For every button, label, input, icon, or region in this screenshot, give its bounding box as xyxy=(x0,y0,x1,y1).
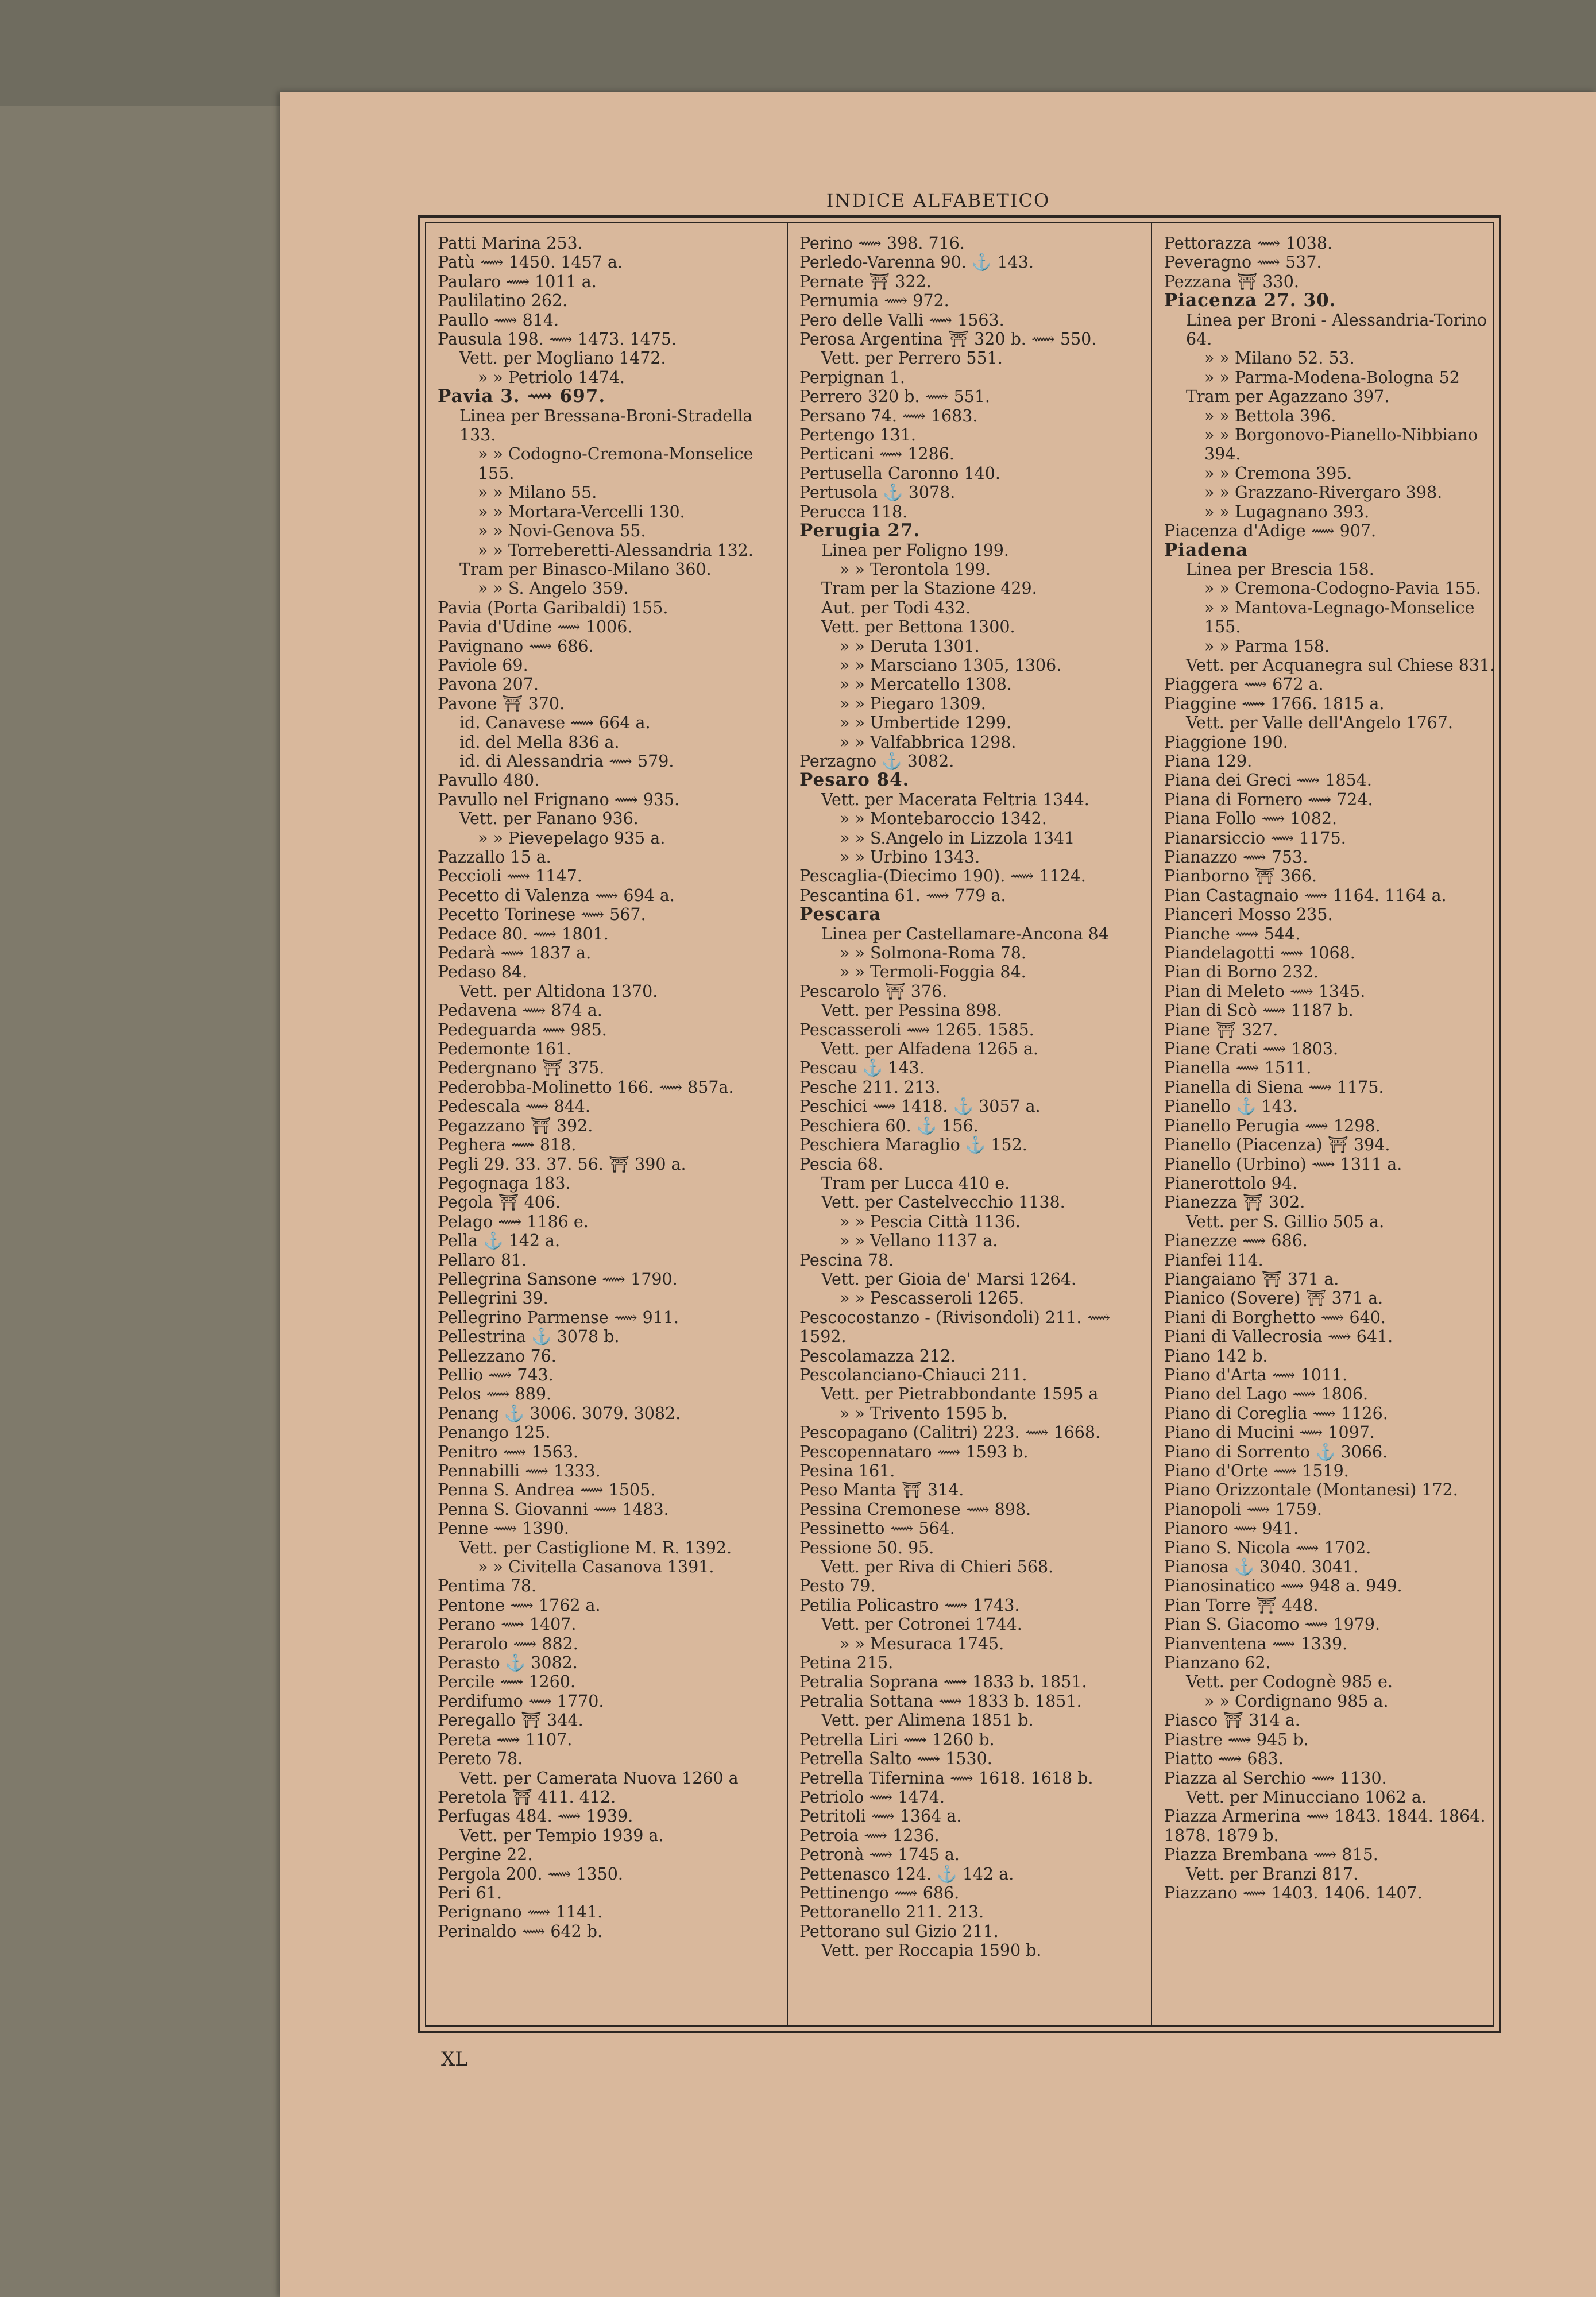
index-entry: Piacenza 27. 30. xyxy=(1164,290,1336,311)
index-entry: Pescopagano (Calitri) 223. ⟿ 1668. xyxy=(799,1423,1101,1443)
column-divider xyxy=(1151,223,1152,2025)
index-entry: Pergola 200. ⟿ 1350. xyxy=(438,1864,623,1884)
index-entry: Penang ⚓ 3006. 3079. 3082. xyxy=(438,1403,681,1423)
index-entry: » » Solmona-Roma 78. xyxy=(840,943,1026,963)
index-entry: Pegli 29. 33. 37. 56. ⛩ 390 a. xyxy=(438,1154,686,1174)
index-entry: Piano del Lago ⟿ 1806. xyxy=(1164,1385,1369,1404)
index-entry: Vett. per Pietrabbondante 1595 a xyxy=(821,1385,1099,1404)
index-entry: Pellio ⟿ 743. xyxy=(438,1365,554,1385)
index-entry: Pianazzo ⟿ 753. xyxy=(1164,848,1308,867)
index-entry: » » Cremona-Codogno-Pavia 155. xyxy=(1204,579,1481,598)
index-entry: Pavia 3. ⟿ 697. xyxy=(438,386,606,407)
index-entry: Pianosinatico ⟿ 948 a. 949. xyxy=(1164,1576,1402,1596)
index-entry: » » Parma-Modena-Bologna 52 xyxy=(1204,368,1460,387)
index-entry: Pentima 78. xyxy=(438,1576,537,1596)
index-entry: Peschiera 60. ⚓ 156. xyxy=(799,1116,979,1135)
index-entry: » » S. Angelo 359. xyxy=(478,579,629,598)
index-entry: Perticani ⟿ 1286. xyxy=(799,444,954,464)
index-entry: Pianello (Piacenza) ⛩ 394. xyxy=(1164,1135,1390,1155)
index-entry: Pianborno ⛩ 366. xyxy=(1164,867,1317,886)
index-entry: Pellegrina Sansone ⟿ 1790. xyxy=(438,1269,678,1289)
index-entry: » » Montebaroccio 1342. xyxy=(840,809,1047,829)
index-entry: Linea per Brescia 158. xyxy=(1186,559,1374,579)
index-entry: Pianella di Siena ⟿ 1175. xyxy=(1164,1077,1384,1097)
index-entry: Piano d'Orte ⟿ 1519. xyxy=(1164,1461,1349,1480)
index-frame-inner xyxy=(425,222,1494,2027)
index-entry: Pianella ⟿ 1511. xyxy=(1164,1058,1312,1078)
index-entry: » » Marsciano 1305, 1306. xyxy=(840,655,1062,675)
index-entry: Pellegrini 39. xyxy=(438,1289,548,1308)
index-entry: Pedemonte 161. xyxy=(438,1039,572,1059)
index-entry: Pesaro 84. xyxy=(799,769,910,791)
index-entry: Peretola ⛩ 411. 412. xyxy=(438,1787,616,1807)
index-entry: Peschici ⟿ 1418. ⚓ 3057 a. xyxy=(799,1097,1041,1116)
index-entry: » » Urbino 1343. xyxy=(840,848,980,867)
index-entry: Pegola ⛩ 406. xyxy=(438,1193,561,1212)
index-entry: Petilia Policastro ⟿ 1743. xyxy=(799,1595,1020,1615)
index-entry: Pian di Borno 232. xyxy=(1164,962,1319,982)
index-entry: Perucca 118. xyxy=(799,502,908,521)
index-column-2 xyxy=(799,234,1144,2014)
index-entry: Piacenza d'Adige ⟿ 907. xyxy=(1164,521,1377,541)
index-entry: Pausula 198. ⟿ 1473. 1475. xyxy=(438,330,677,349)
index-entry: Vett. per Altidona 1370. xyxy=(459,981,658,1001)
index-entry: Vett. per Roccapia 1590 b. xyxy=(821,1941,1042,1960)
index-entry: Pereta ⟿ 1107. xyxy=(438,1730,573,1749)
index-entry: Pertengo 131. xyxy=(799,426,916,445)
index-entry: Petroia ⟿ 1236. xyxy=(799,1826,940,1845)
index-entry: Pescia 68. xyxy=(799,1154,883,1174)
index-entry: Petritoli ⟿ 1364 a. xyxy=(799,1807,962,1826)
index-entry: Piano 142 b. xyxy=(1164,1346,1268,1366)
index-entry: Piaggine ⟿ 1766. 1815 a. xyxy=(1164,694,1385,713)
index-entry: Aut. per Todi 432. xyxy=(821,598,971,617)
index-entry: » » Milano 55. xyxy=(478,483,597,502)
index-entry: Piane Crati ⟿ 1803. xyxy=(1164,1039,1339,1059)
index-entry: Piadena xyxy=(1164,539,1249,560)
index-entry: Pianventena ⟿ 1339. xyxy=(1164,1634,1348,1653)
index-entry: Pianceri Mosso 235. xyxy=(1164,905,1333,925)
index-entry: Vett. per Fanano 936. xyxy=(459,809,639,829)
index-entry: Petralia Soprana ⟿ 1833 b. 1851. xyxy=(799,1672,1087,1692)
index-entry: Pessinetto ⟿ 564. xyxy=(799,1519,955,1538)
index-entry: Pesto 79. xyxy=(799,1576,876,1596)
index-entry: Pescopennataro ⟿ 1593 b. xyxy=(799,1442,1029,1461)
index-entry: » » Civitella Casanova 1391. xyxy=(478,1557,714,1577)
index-entry: Piana dei Greci ⟿ 1854. xyxy=(1164,771,1372,790)
index-entry: » » Petriolo 1474. xyxy=(478,368,625,387)
index-entry: Piane ⛩ 327. xyxy=(1164,1020,1278,1039)
index-entry: Pavullo 480. xyxy=(438,771,540,790)
index-entry: Pavona 207. xyxy=(438,675,539,694)
index-entry: Vett. per Riva di Chieri 568. xyxy=(821,1557,1054,1577)
index-entry: » » Mercatello 1308. xyxy=(840,675,1012,694)
index-entry: Pedescala ⟿ 844. xyxy=(438,1097,590,1116)
background-strip xyxy=(0,0,1596,106)
index-entry: » » Piegaro 1309. xyxy=(840,694,986,713)
index-entry: Piangaiano ⛩ 371 a. xyxy=(1164,1269,1339,1289)
index-entry: Linea per Castellamare-Ancona 84 xyxy=(821,924,1109,943)
index-entry: Pertusella Caronno 140. xyxy=(799,463,1000,483)
index-entry: Pertusola ⚓ 3078. xyxy=(799,483,956,502)
index-entry: Pescantina 61. ⟿ 779 a. xyxy=(799,885,1006,905)
index-entry: Perasto ⚓ 3082. xyxy=(438,1653,578,1673)
index-entry: » » Novi-Genova 55. xyxy=(478,521,646,541)
index-entry: Perledo-Varenna 90. ⚓ 143. xyxy=(799,253,1034,272)
index-entry: Pelago ⟿ 1186 e. xyxy=(438,1212,589,1231)
index-entry: Piaggione 190. xyxy=(1164,732,1288,752)
index-entry: Patù ⟿ 1450. 1457 a. xyxy=(438,253,623,272)
index-entry: Pederobba-Molinetto 166. ⟿ 857a. xyxy=(438,1077,734,1097)
index-entry: » » Trivento 1595 b. xyxy=(840,1403,1008,1423)
index-entry: Pegognaga 183. xyxy=(438,1173,571,1193)
index-entry: Piazza Brembana ⟿ 815. xyxy=(1164,1845,1378,1865)
index-entry: » » Termoli-Foggia 84. xyxy=(840,962,1026,982)
index-entry: Perdifumo ⟿ 1770. xyxy=(438,1691,604,1711)
index-entry: Pezzana ⛩ 330. xyxy=(1164,272,1299,291)
index-entry: Pedaso 84. xyxy=(438,962,528,982)
index-entry: Pelos ⟿ 889. xyxy=(438,1385,552,1404)
index-entry: Peri 61. xyxy=(438,1883,502,1902)
index-entry: Paullo ⟿ 814. xyxy=(438,310,559,330)
index-entry: Pianzano 62. xyxy=(1164,1653,1271,1673)
index-entry: Pianello (Urbino) ⟿ 1311 a. xyxy=(1164,1154,1402,1174)
index-entry: Pian S. Giacomo ⟿ 1979. xyxy=(1164,1615,1381,1634)
index-entry: Pessione 50. 95. xyxy=(799,1538,934,1557)
index-entry: Penango 125. xyxy=(438,1423,551,1443)
index-entry: » » Valfabbrica 1298. xyxy=(840,732,1017,752)
index-entry: Petrella Tifernina ⟿ 1618. 1618 b. xyxy=(799,1768,1093,1788)
index-entry: Petriolo ⟿ 1474. xyxy=(799,1787,945,1807)
index-entry: Piano d'Arta ⟿ 1011. xyxy=(1164,1365,1348,1385)
index-entry: » » Pescia Città 1136. xyxy=(840,1212,1021,1231)
index-entry: Vett. per Valle dell'Angelo 1767. xyxy=(1186,713,1453,733)
index-entry: Pettoranello 211. 213. xyxy=(799,1902,984,1922)
index-entry: Persano 74. ⟿ 1683. xyxy=(799,406,978,426)
index-entry: Peccioli ⟿ 1147. xyxy=(438,867,582,886)
index-entry: Petrella Liri ⟿ 1260 b. xyxy=(799,1730,995,1749)
index-entry: Pianezze ⟿ 686. xyxy=(1164,1231,1308,1251)
index-entry: Tram per Binasco-Milano 360. xyxy=(459,559,712,579)
index-entry: Perinaldo ⟿ 642 b. xyxy=(438,1921,603,1941)
index-entry: Petina 215. xyxy=(799,1653,894,1673)
index-frame xyxy=(418,215,1501,2033)
index-entry: Perzagno ⚓ 3082. xyxy=(799,751,954,771)
index-entry: Piazza al Serchio ⟿ 1130. xyxy=(1164,1768,1387,1788)
index-entry: » » Borgonovo-Pianello-Nibbiano 394. xyxy=(1204,426,1478,464)
index-entry: Piana Follo ⟿ 1082. xyxy=(1164,809,1338,829)
index-entry: Pescolanciano-Chiauci 211. xyxy=(799,1365,1027,1385)
index-entry: Vett. per Camerata Nuova 1260 a xyxy=(459,1768,739,1788)
index-entry: Pedace 80. ⟿ 1801. xyxy=(438,924,609,943)
index-entry: Paularo ⟿ 1011 a. xyxy=(438,272,597,291)
index-entry: Vett. per Castelvecchio 1138. xyxy=(821,1193,1065,1212)
index-entry: Perpignan 1. xyxy=(799,368,905,387)
index-entry: Pedarà ⟿ 1837 a. xyxy=(438,943,592,963)
index-entry: Pegazzano ⛩ 392. xyxy=(438,1116,593,1135)
index-entry: Pernumia ⟿ 972. xyxy=(799,291,949,311)
index-entry: Pesche 211. 213. xyxy=(799,1077,941,1097)
index-entry: Pianezza ⛩ 302. xyxy=(1164,1193,1305,1212)
index-entry: Vett. per Cotronei 1744. xyxy=(821,1615,1022,1634)
index-entry: Piazza Armerina ⟿ 1843. 1844. 1864. 1878. 1879 b. xyxy=(1164,1807,1486,1845)
index-entry: Pescocostanzo - (Rivisondoli) 211. ⟿ 1592. xyxy=(799,1308,1111,1347)
index-entry: Penna S. Andrea ⟿ 1505. xyxy=(438,1480,656,1500)
index-entry: Peveragno ⟿ 537. xyxy=(1164,253,1322,272)
index-entry: Vett. per Gioia de' Marsi 1264. xyxy=(821,1269,1077,1289)
index-entry: Vett. per Perrero 551. xyxy=(821,349,1003,368)
index-entry: Pescarolo ⛩ 376. xyxy=(799,981,948,1001)
index-entry: Piano Orizzontale (Montanesi) 172. xyxy=(1164,1480,1458,1500)
index-entry: Perugia 27. xyxy=(799,520,921,542)
index-entry: Piano S. Nicola ⟿ 1702. xyxy=(1164,1538,1371,1557)
index-entry: Piani di Borghetto ⟿ 640. xyxy=(1164,1308,1386,1327)
index-entry: Vett. per Acquanegra sul Chiese 831. xyxy=(1186,655,1495,675)
index-entry: Pessina Cremonese ⟿ 898. xyxy=(799,1499,1031,1519)
index-entry: Peschiera Maraglio ⚓ 152. xyxy=(799,1135,1027,1155)
index-entry: Piastre ⟿ 945 b. xyxy=(1164,1730,1309,1749)
index-entry: Vett. per Pessina 898. xyxy=(821,1001,1002,1020)
index-entry: » » Lugagnano 393. xyxy=(1204,502,1370,521)
index-entry: Pettorazza ⟿ 1038. xyxy=(1164,234,1333,253)
index-entry: Pian di Scò ⟿ 1187 b. xyxy=(1164,1001,1354,1020)
index-entry: Peghera ⟿ 818. xyxy=(438,1135,577,1155)
index-entry: Pianello Perugia ⟿ 1298. xyxy=(1164,1116,1381,1135)
index-entry: Pecetto di Valenza ⟿ 694 a. xyxy=(438,885,675,905)
index-entry: Perrero 320 b. ⟿ 551. xyxy=(799,387,990,407)
index-entry: Perignano ⟿ 1141. xyxy=(438,1902,603,1922)
index-entry: » » Deruta 1301. xyxy=(840,636,980,656)
index-entry: Pentone ⟿ 1762 a. xyxy=(438,1595,601,1615)
index-entry: » » Bettola 396. xyxy=(1204,406,1336,426)
index-entry: Pedergnano ⛩ 375. xyxy=(438,1058,605,1078)
index-entry: Pian di Meleto ⟿ 1345. xyxy=(1164,981,1366,1001)
index-entry: Pergine 22. xyxy=(438,1845,533,1865)
index-entry: Pianarsiccio ⟿ 1175. xyxy=(1164,828,1346,848)
index-entry: Pennabilli ⟿ 1333. xyxy=(438,1461,601,1480)
index-entry: » » Milano 52. 53. xyxy=(1204,349,1355,368)
index-entry: Pettinengo ⟿ 686. xyxy=(799,1883,960,1902)
index-entry: Perino ⟿ 398. 716. xyxy=(799,234,965,253)
index-entry: Pavia (Porta Garibaldi) 155. xyxy=(438,598,668,617)
index-entry: Piandelagotti ⟿ 1068. xyxy=(1164,943,1355,963)
index-entry: Pescolamazza 212. xyxy=(799,1346,956,1366)
index-entry: Pian Castagnaio ⟿ 1164. 1164 a. xyxy=(1164,885,1447,905)
index-entry: Pellegrino Parmense ⟿ 911. xyxy=(438,1308,679,1327)
index-entry: Vett. per Tempio 1939 a. xyxy=(459,1826,664,1845)
index-entry: Pavia d'Udine ⟿ 1006. xyxy=(438,617,633,637)
index-entry: » » Codogno-Cremona-Monselice 155. xyxy=(478,444,753,483)
index-entry: Pazzallo 15 a. xyxy=(438,848,551,867)
index-entry: Linea per Broni - Alessandria-Torino 64. xyxy=(1186,310,1487,349)
index-entry: id. del Mella 836 a. xyxy=(459,732,620,752)
index-entry: Paulilatino 262. xyxy=(438,291,568,311)
index-entry: Piazzano ⟿ 1403. 1406. 1407. xyxy=(1164,1883,1423,1902)
index-entry: Perfugas 484. ⟿ 1939. xyxy=(438,1807,633,1826)
index-entry: Pian Torre ⛩ 448. xyxy=(1164,1595,1319,1615)
index-entry: Pereto 78. xyxy=(438,1749,523,1769)
page-number: XL xyxy=(441,2048,468,2071)
index-entry: Vett. per S. Gillio 505 a. xyxy=(1186,1212,1385,1231)
index-entry: » » S.Angelo in Lizzola 1341 xyxy=(840,828,1075,848)
index-entry: Pesina 161. xyxy=(799,1461,895,1480)
index-entry: Vett. per Macerata Feltria 1344. xyxy=(821,790,1089,809)
index-entry: Petronà ⟿ 1745 a. xyxy=(799,1845,960,1865)
index-entry: Pianerottolo 94. xyxy=(1164,1173,1298,1193)
index-entry: Piano di Sorrento ⚓ 3066. xyxy=(1164,1442,1388,1461)
index-entry: Piaggera ⟿ 672 a. xyxy=(1164,675,1324,694)
index-entry: Perarolo ⟿ 882. xyxy=(438,1634,578,1653)
index-entry: Vett. per Branzi 817. xyxy=(1186,1864,1359,1884)
index-entry: Piano di Coreglia ⟿ 1126. xyxy=(1164,1403,1388,1423)
index-entry: id. di Alessandria ⟿ 579. xyxy=(459,751,674,771)
index-entry: Pianico (Sovere) ⛩ 371 a. xyxy=(1164,1289,1384,1308)
index-entry: Pianfei 114. xyxy=(1164,1250,1263,1270)
index-entry: » » Parma 158. xyxy=(1204,636,1330,656)
index-entry: Pianosa ⚓ 3040. 3041. xyxy=(1164,1557,1359,1577)
index-entry: Vett. per Minucciano 1062 a. xyxy=(1186,1787,1427,1807)
index-entry: Perano ⟿ 1407. xyxy=(438,1615,577,1634)
page-header: INDICE ALFABETICO xyxy=(826,190,1050,211)
index-entry: Pavignano ⟿ 686. xyxy=(438,636,594,656)
index-entry: Pianopoli ⟿ 1759. xyxy=(1164,1499,1322,1519)
index-entry: Piasco ⛩ 314 a. xyxy=(1164,1711,1300,1730)
index-entry: Pellaro 81. xyxy=(438,1250,527,1270)
index-entry: Penitro ⟿ 1563. xyxy=(438,1442,579,1461)
index-entry: Piani di Vallecrosia ⟿ 641. xyxy=(1164,1327,1393,1347)
index-entry: Pedavena ⟿ 874 a. xyxy=(438,1001,602,1020)
index-entry: Pescara xyxy=(799,904,882,925)
index-entry: Pellezzano 76. xyxy=(438,1346,557,1366)
index-entry: Tram per Lucca 410 e. xyxy=(821,1173,1010,1193)
book-page xyxy=(280,92,1596,2297)
index-entry: Pianoro ⟿ 941. xyxy=(1164,1519,1299,1538)
index-entry: » » Terontola 199. xyxy=(840,559,991,579)
index-entry: » » Pescasseroli 1265. xyxy=(840,1289,1025,1308)
index-entry: » » Vellano 1137 a. xyxy=(840,1231,998,1251)
index-entry: Vett. per Castiglione M. R. 1392. xyxy=(459,1538,732,1557)
index-entry: Vett. per Alimena 1851 b. xyxy=(821,1711,1034,1730)
index-entry: Pescasseroli ⟿ 1265. 1585. xyxy=(799,1020,1034,1039)
index-entry: Paviole 69. xyxy=(438,655,528,675)
index-entry: Tram per Agazzano 397. xyxy=(1186,387,1390,407)
index-entry: » » Grazzano-Rivergaro 398. xyxy=(1204,483,1443,502)
index-entry: » » Cordignano 985 a. xyxy=(1204,1691,1389,1711)
index-entry: Vett. per Codognè 985 e. xyxy=(1186,1672,1393,1692)
index-entry: Peso Manta ⛩ 314. xyxy=(799,1480,964,1500)
index-entry: Pero delle Valli ⟿ 1563. xyxy=(799,310,1004,330)
index-entry: Vett. per Mogliano 1472. xyxy=(459,349,666,368)
index-entry: Pella ⚓ 142 a. xyxy=(438,1231,561,1251)
index-entry: » » Mortara-Vercelli 130. xyxy=(478,502,685,521)
index-entry: Pettorano sul Gizio 211. xyxy=(799,1921,999,1941)
index-entry: Piatto ⟿ 683. xyxy=(1164,1749,1284,1769)
index-entry: Penna S. Giovanni ⟿ 1483. xyxy=(438,1499,669,1519)
index-entry: Pecetto Torinese ⟿ 567. xyxy=(438,905,646,925)
index-column-1 xyxy=(438,234,776,2014)
index-entry: » » Pievepelago 935 a. xyxy=(478,828,666,848)
index-entry: Petralia Sottana ⟿ 1833 b. 1851. xyxy=(799,1691,1082,1711)
index-entry: Vett. per Alfadena 1265 a. xyxy=(821,1039,1039,1059)
index-entry: » » Mantova-Legnago-Monselice 155. xyxy=(1204,598,1475,637)
index-entry: Pescina 78. xyxy=(799,1250,894,1270)
index-entry: Percile ⟿ 1260. xyxy=(438,1672,576,1692)
index-entry: Pescaglia-(Diecimo 190). ⟿ 1124. xyxy=(799,867,1086,886)
index-entry: Petrella Salto ⟿ 1530. xyxy=(799,1749,992,1769)
index-entry: Pianello ⚓ 143. xyxy=(1164,1097,1298,1116)
index-entry: Pettenasco 124. ⚓ 142 a. xyxy=(799,1864,1014,1884)
index-entry: Pedeguarda ⟿ 985. xyxy=(438,1020,607,1039)
index-entry: Pellestrina ⚓ 3078 b. xyxy=(438,1327,620,1347)
index-entry: » » Umbertide 1299. xyxy=(840,713,1012,733)
index-entry: » » Torreberetti-Alessandria 132. xyxy=(478,540,753,560)
index-entry: Piana 129. xyxy=(1164,751,1253,771)
index-entry: Vett. per Bettona 1300. xyxy=(821,617,1015,637)
index-entry: id. Canavese ⟿ 664 a. xyxy=(459,713,651,733)
index-entry: Penne ⟿ 1390. xyxy=(438,1519,569,1538)
index-entry: » » Cremona 395. xyxy=(1204,463,1352,483)
index-entry: Pianche ⟿ 544. xyxy=(1164,924,1301,943)
index-entry: Tram per la Stazione 429. xyxy=(821,579,1037,598)
column-divider xyxy=(787,223,788,2025)
index-entry: Piano di Mucini ⟿ 1097. xyxy=(1164,1423,1375,1443)
index-entry: Pavullo nel Frignano ⟿ 935. xyxy=(438,790,680,809)
index-entry: Pavone ⛩ 370. xyxy=(438,694,565,713)
index-entry: Pernate ⛩ 322. xyxy=(799,272,932,291)
index-entry: Peregallo ⛩ 344. xyxy=(438,1711,583,1730)
index-entry: Piana di Fornero ⟿ 724. xyxy=(1164,790,1373,809)
index-entry: Patti Marina 253. xyxy=(438,234,583,253)
index-entry: » » Mesuraca 1745. xyxy=(840,1634,1004,1653)
index-entry: Linea per Foligno 199. xyxy=(821,540,1009,560)
index-entry: Linea per Bressana-Broni-Stradella 133. xyxy=(459,406,753,445)
index-entry: Perosa Argentina ⛩ 320 b. ⟿ 550. xyxy=(799,330,1097,349)
index-entry: Pescau ⚓ 143. xyxy=(799,1058,925,1078)
index-column-3 xyxy=(1164,234,1497,2014)
